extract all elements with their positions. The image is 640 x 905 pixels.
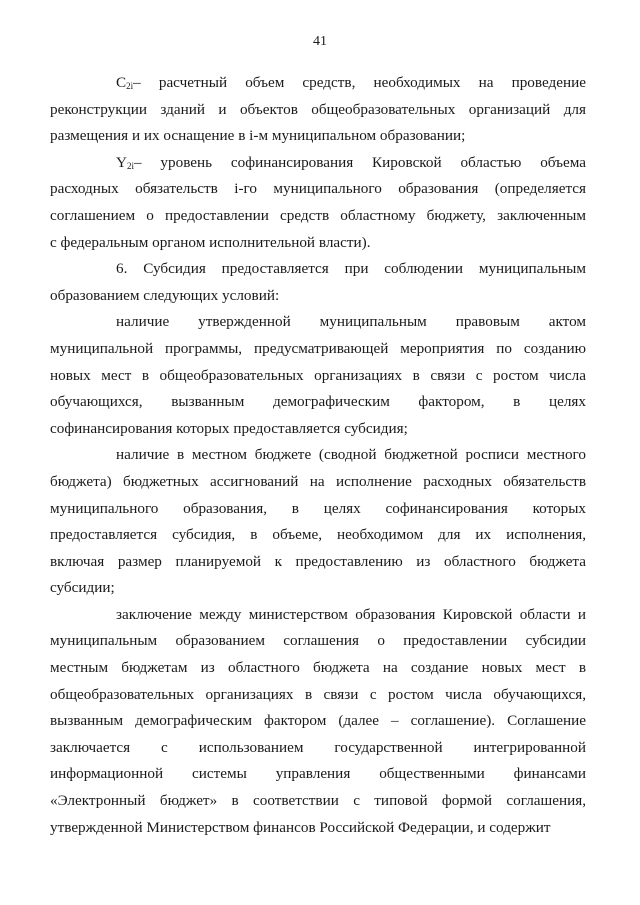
text-line <box>50 283 586 310</box>
text-line <box>50 389 586 416</box>
text-line <box>50 336 586 363</box>
line-text: вызванным демографическим фактором (далее – соглашение). Соглашение <box>50 712 586 730</box>
paragraph <box>50 70 586 150</box>
line-text: 6. Субсидия предоставляется при соблюдении муниципальным <box>116 260 586 278</box>
formula-symbol: C <box>116 74 127 91</box>
line-text: утвержденной Министерством финансов Российской Федерации, и содержит <box>50 818 551 836</box>
line-text: – расчетный объем средств, необходимых на проведение <box>133 74 586 91</box>
line-text: наличие в местном бюджете (сводной бюджетной росписи местного <box>116 446 586 464</box>
line-text: наличие утвержденной муниципальным правовым актом <box>116 313 586 331</box>
text-line <box>50 176 586 203</box>
text-line <box>116 150 586 177</box>
line-text: размещения и их оснащение в i-м муниципальном образовании; <box>50 127 466 145</box>
paragraph <box>50 150 586 256</box>
text-line <box>50 230 586 257</box>
paragraph <box>50 256 586 309</box>
line-text: заключение между министерством образования Кировской области и <box>116 605 586 623</box>
text-line <box>50 363 586 390</box>
line-text: местным бюджетам из областного бюджета на создание новых мест в <box>50 659 586 677</box>
line-text: софинансирования которых предоставляется субсидия; <box>50 419 408 437</box>
text-line <box>50 416 586 443</box>
line-text: муниципального образования, в целях софинансирования которых <box>50 499 586 517</box>
text-line <box>50 97 586 124</box>
document-body <box>50 70 586 841</box>
line-text: включая размер планируемой к предоставлению из областного бюджета <box>50 552 586 570</box>
text-line <box>116 256 586 283</box>
text-line <box>50 788 586 815</box>
text-line <box>50 735 586 762</box>
formula-subscript: 2i <box>126 160 134 171</box>
text-line <box>116 309 586 336</box>
line-text: информационной системы управления общественными финансами <box>50 765 586 783</box>
text-line <box>50 815 586 842</box>
line-text: бюджета) бюджетных ассигнований на исполнение расходных обязательств <box>50 472 586 490</box>
formula-subscript: 2i <box>126 81 134 91</box>
line-text: обучающихся, вызванным демографическим фактором, в целях <box>50 393 586 411</box>
line-text: образованием следующих условий: <box>50 286 280 304</box>
line-text: новых мест в общеобразовательных организациях в связи с ростом числа <box>50 366 586 384</box>
line-text: субсидии; <box>50 579 115 597</box>
formula-symbol: Y <box>116 153 127 171</box>
line-text: муниципальной программы, предусматривающей мероприятия по созданию <box>50 339 586 357</box>
line-text: – уровень софинансирования Кировской областью объема <box>133 153 586 171</box>
text-line <box>50 655 586 682</box>
text-line <box>50 575 586 602</box>
text-line <box>50 496 586 523</box>
text-line <box>50 123 586 150</box>
line-text: «Электронный бюджет» в соответствии с типовой формой соглашения, <box>50 792 586 810</box>
text-line <box>50 682 586 709</box>
text-line <box>50 203 586 230</box>
line-text: предоставляется субсидия, в объеме, необходимом для их исполнения, <box>50 526 586 544</box>
text-line <box>50 761 586 788</box>
line-text: расходных обязательств i-го муниципального образования (определяется <box>50 180 586 198</box>
line-text: муниципальным образованием соглашения о предоставлении субсидии <box>50 632 586 650</box>
text-line <box>50 628 586 655</box>
paragraph <box>50 309 586 442</box>
text-line <box>50 708 586 735</box>
text-line <box>50 522 586 549</box>
page-number: 41 <box>313 34 327 49</box>
text-line <box>50 469 586 496</box>
line-text: заключается с использованием государственной интегрированной <box>50 738 586 756</box>
text-line <box>50 549 586 576</box>
line-text: реконструкции зданий и объектов общеобразовательных организаций для <box>50 100 586 118</box>
text-line <box>116 70 586 97</box>
paragraph <box>50 442 586 602</box>
text-line <box>116 442 586 469</box>
paragraph <box>50 602 586 841</box>
line-text: соглашением о предоставлении средств областному бюджету, заключенным <box>50 206 586 224</box>
line-text: общеобразовательных организациях в связи с ростом числа обучающихся, <box>50 685 586 703</box>
text-line <box>116 602 586 629</box>
line-text: с федеральным органом исполнительной власти). <box>50 233 371 251</box>
